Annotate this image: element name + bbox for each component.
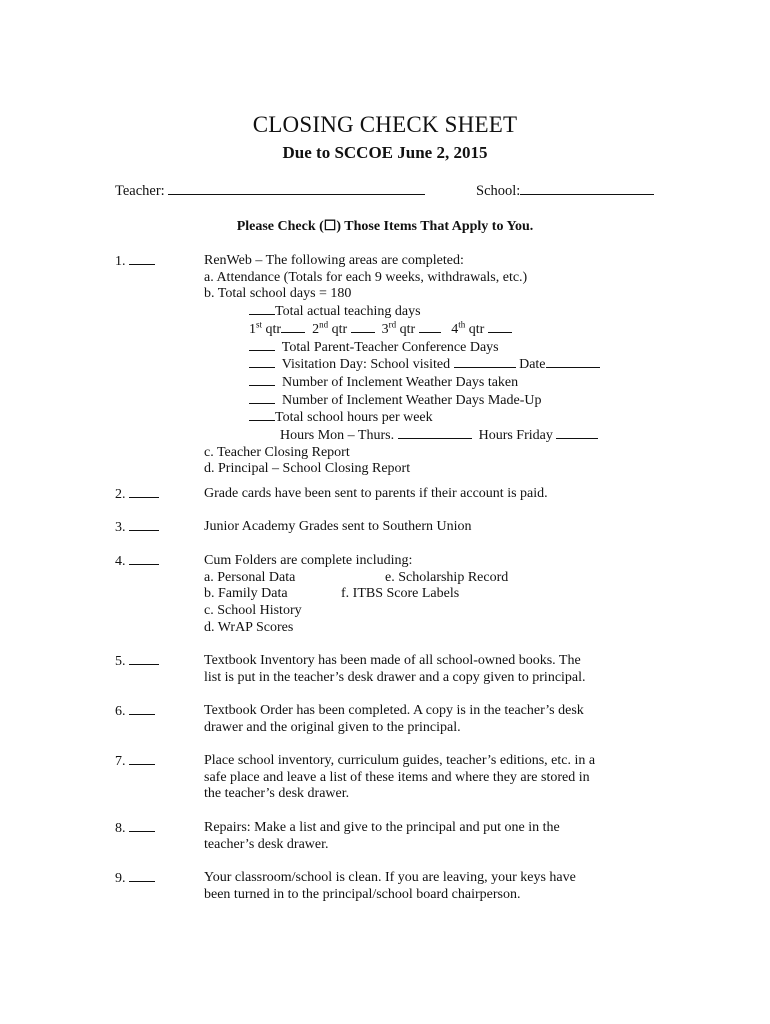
item-number: 8. [115, 820, 155, 837]
cum-folder-item: a. Personal Data [204, 569, 296, 585]
visitation-day: Visitation Day: School visited Date [204, 356, 600, 374]
fill-blank[interactable] [249, 303, 275, 315]
fill-blank[interactable] [351, 321, 375, 333]
item-number: 1. [115, 253, 155, 270]
fill-blank[interactable] [249, 339, 275, 351]
item-number: 2. [115, 486, 159, 503]
fill-blank[interactable] [546, 356, 600, 368]
check-blank[interactable] [129, 486, 159, 498]
cum-folder-item: e. Scholarship Record [385, 569, 509, 585]
page-subtitle: Due to SCCOE June 2, 2015 [282, 143, 488, 162]
item-line: Place school inventory, curriculum guides, teacher’s editions, etc. in a [204, 753, 596, 768]
fill-blank[interactable] [556, 427, 598, 439]
instruction: Please Check (☐) Those Items That Apply to You. [236, 219, 534, 234]
cum-folder-item: f. ITBS Score Labels [341, 586, 460, 602]
item-line: c. Teacher Closing Report [204, 444, 350, 460]
item-number: 3. [115, 519, 159, 536]
item-line: a. Attendance (Totals for each 9 weeks, withdrawals, etc.) [204, 269, 528, 285]
fill-blank[interactable] [281, 321, 305, 333]
item-number: 7. [115, 753, 155, 770]
item-line: Grade cards have been sent to parents if their account is paid. [204, 486, 548, 501]
check-blank[interactable] [129, 753, 155, 765]
item-number: 9. [115, 870, 155, 887]
fill-blank[interactable] [249, 392, 275, 404]
item-line: Repairs: Make a list and give to the principal and put one in the [204, 820, 560, 835]
item-line: b. Total school days = 180 [204, 286, 352, 302]
item-line: Junior Academy Grades sent to Southern Union [204, 519, 472, 534]
item-line: the teacher’s desk drawer. [204, 786, 350, 802]
conference-days: Total Parent-Teacher Conference Days [204, 339, 600, 357]
item-line: Textbook Order has been completed. A copy is in the teacher’s desk [204, 703, 584, 718]
item-line: d. Principal – School Closing Report [204, 461, 411, 477]
cum-folder-item: c. School History [204, 603, 302, 619]
check-blank[interactable] [129, 703, 155, 715]
item-line: teacher’s desk drawer. [204, 836, 329, 852]
cum-folder-item: d. WrAP Scores [204, 619, 294, 635]
check-blank[interactable] [129, 519, 159, 531]
cum-folder-item: b. Family Data [204, 586, 288, 602]
item-line: been turned in to the principal/school board chairperson. [204, 886, 521, 902]
item-number: 6. [115, 703, 155, 720]
hours-breakdown: Hours Mon – Thurs. Hours Friday [204, 427, 600, 445]
inclement-taken: Number of Inclement Weather Days taken [204, 374, 600, 392]
page-title: CLOSING CHECK SHEET [252, 112, 518, 137]
fill-blank[interactable] [249, 356, 275, 368]
item-line: list is put in the teacher’s desk drawer and a copy given to principal. [204, 669, 586, 685]
fill-blank[interactable] [249, 409, 275, 421]
item-line: safe place and leave a list of these items and where they are stored in [204, 769, 590, 785]
check-blank[interactable] [129, 253, 155, 265]
total-teaching-days: Total actual teaching days [204, 303, 600, 321]
hours-per-week: Total school hours per week [204, 409, 600, 427]
inclement-made-up: Number of Inclement Weather Days Made-Up [204, 392, 600, 410]
check-blank[interactable] [129, 820, 155, 832]
school-field [476, 182, 654, 200]
school-label: School: [476, 183, 521, 199]
school-line[interactable] [520, 182, 654, 195]
check-blank[interactable] [129, 870, 155, 882]
fill-blank[interactable] [419, 321, 441, 333]
teacher-label: Teacher: [115, 183, 165, 199]
teacher-line[interactable] [168, 182, 425, 195]
item-line: Cum Folders are complete including: [204, 553, 413, 568]
fill-blank[interactable] [488, 321, 512, 333]
item-number: 4. [115, 553, 159, 570]
item-line: Textbook Inventory has been made of all school-owned books. The [204, 653, 581, 668]
teacher-field [115, 182, 425, 200]
item-line: Your classroom/school is clean. If you are leaving, your keys have [204, 870, 576, 885]
fill-blank[interactable] [398, 427, 472, 439]
fill-blank[interactable] [454, 356, 516, 368]
quarter-row: 1st qtr 2nd qtr 3rd qtr 4th qtr [204, 321, 600, 339]
item-line: RenWeb – The following areas are completed: [204, 253, 464, 268]
fill-blank[interactable] [249, 374, 275, 386]
check-blank[interactable] [129, 653, 159, 665]
item-line: drawer and the original given to the principal. [204, 719, 461, 735]
check-blank[interactable] [129, 553, 159, 565]
item-number: 5. [115, 653, 159, 670]
